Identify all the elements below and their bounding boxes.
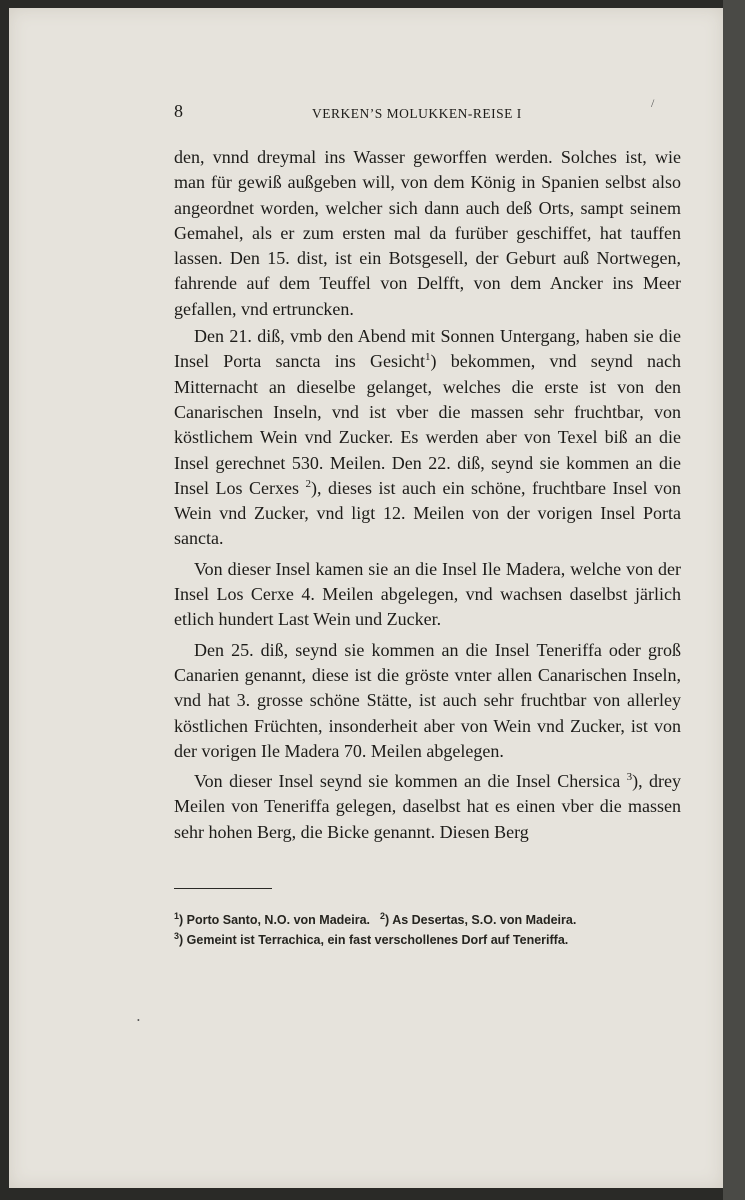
footnote-3: ) Gemeint ist Terrachica, ein fast verschollenes Dorf auf Teneriffa. bbox=[179, 933, 569, 947]
paragraph-1: den, vnnd dreymal ins Wasser geworffen werden. Solches ist, wie man für gewiß außgeben will, von dem König in Spanien selbst also angeordnet worden, welcher sich dann auch deß Orts, sampt seinem Gemahel, als er zum ersten mal da furüber geschiffet, hat tauffen lassen. Den 15. dist, ist ein Botsgesell, der Geburt auß Nortwegen, fahrende auf dem Teuffel von Delfft, von dem Ancker ins Meer gefallen, vnd ertruncken. bbox=[174, 147, 681, 319]
paragraph-2-part-a: Den 21. diß, vmb den Abend mit Sonnen Untergang, haben sie die Insel Porta sancta ins Gesicht bbox=[174, 326, 681, 372]
paragraph-2-part-c: ), dieses ist auch ein schöne, fruchtbare Insel von Wein vnd Zucker, vnd ligt 12. Meilen von der vorigen Insel Porta sancta. bbox=[174, 477, 681, 549]
stray-mark-top: / bbox=[651, 96, 655, 110]
footnote-ref-3: 3 bbox=[626, 771, 633, 784]
footnote-ref-2: 2 bbox=[305, 477, 312, 490]
paragraph-5-part-a: Von dieser Insel seynd sie kommen an die Insel Chersica bbox=[194, 771, 627, 792]
page-header bbox=[174, 101, 682, 125]
paragraph-2 bbox=[174, 324, 681, 552]
footnote-mark-1: 1 bbox=[174, 910, 180, 921]
paragraph-5 bbox=[174, 769, 681, 845]
paragraph-2-part-b: ) bekommen, vnd seynd nach Mitternacht an dieselbe gelanget, welches die erste ist von den Canarischen Inseln, vnd ist vber die massen sehr fruchtbar, von köstlichem Wein vnd Zucker. Es werden aber von Texel biß an die Insel gerechnet 530. Meilen. Den 22. diß, seynd sie kommen an die Insel Los Cerxes bbox=[174, 351, 681, 498]
paragraph-4: Den 25. diß, seynd sie kommen an die Insel Teneriffa oder groß Canarien genannt, diese ist die gröste vnter allen Canarischen Inseln, vnd hat 3. grosse schöne Stätte, ist auch sehr fruchtbar von allerley köstlichen Früchten, insonderheit aber von Wein vnd Zucker, ist von der vorigen Ile Madera 70. Meilen abgelegen. bbox=[174, 639, 681, 761]
page-number: 8 bbox=[174, 101, 183, 121]
footnote-1: ) Porto Santo, N.O. von Madeira. bbox=[179, 913, 371, 927]
running-head: VERKEN’S MOLUKKEN-REISE I bbox=[312, 106, 522, 121]
stray-mark-bottom: • bbox=[137, 1016, 140, 1025]
body-text bbox=[174, 145, 681, 850]
footnote-divider bbox=[174, 888, 272, 889]
footnote-line-2 bbox=[174, 930, 681, 950]
footnote-2: ) As Desertas, S.O. von Madeira. bbox=[385, 913, 577, 927]
scan-edge bbox=[723, 0, 745, 1200]
footnote-ref-1: 1 bbox=[425, 351, 431, 364]
footnote-mark-2: 2 bbox=[380, 910, 386, 921]
footnotes bbox=[174, 910, 681, 950]
paragraph-5-part-b: ), drey Meilen von Teneriffa gelegen, daselbst hat es einen vber die massen sehr hohen Berg, die Bicke genannt. Diesen Berg bbox=[174, 771, 681, 842]
footnote-line-1 bbox=[174, 910, 681, 930]
footnote-mark-3: 3 bbox=[174, 930, 180, 941]
paragraph-3: Von dieser Insel kamen sie an die Insel Ile Madera, welche von der Insel Los Cerxe 4. Meilen abgelegen, vnd wachsen daselbst järlich etlich hundert Last Wein und Zucker. bbox=[174, 558, 681, 630]
